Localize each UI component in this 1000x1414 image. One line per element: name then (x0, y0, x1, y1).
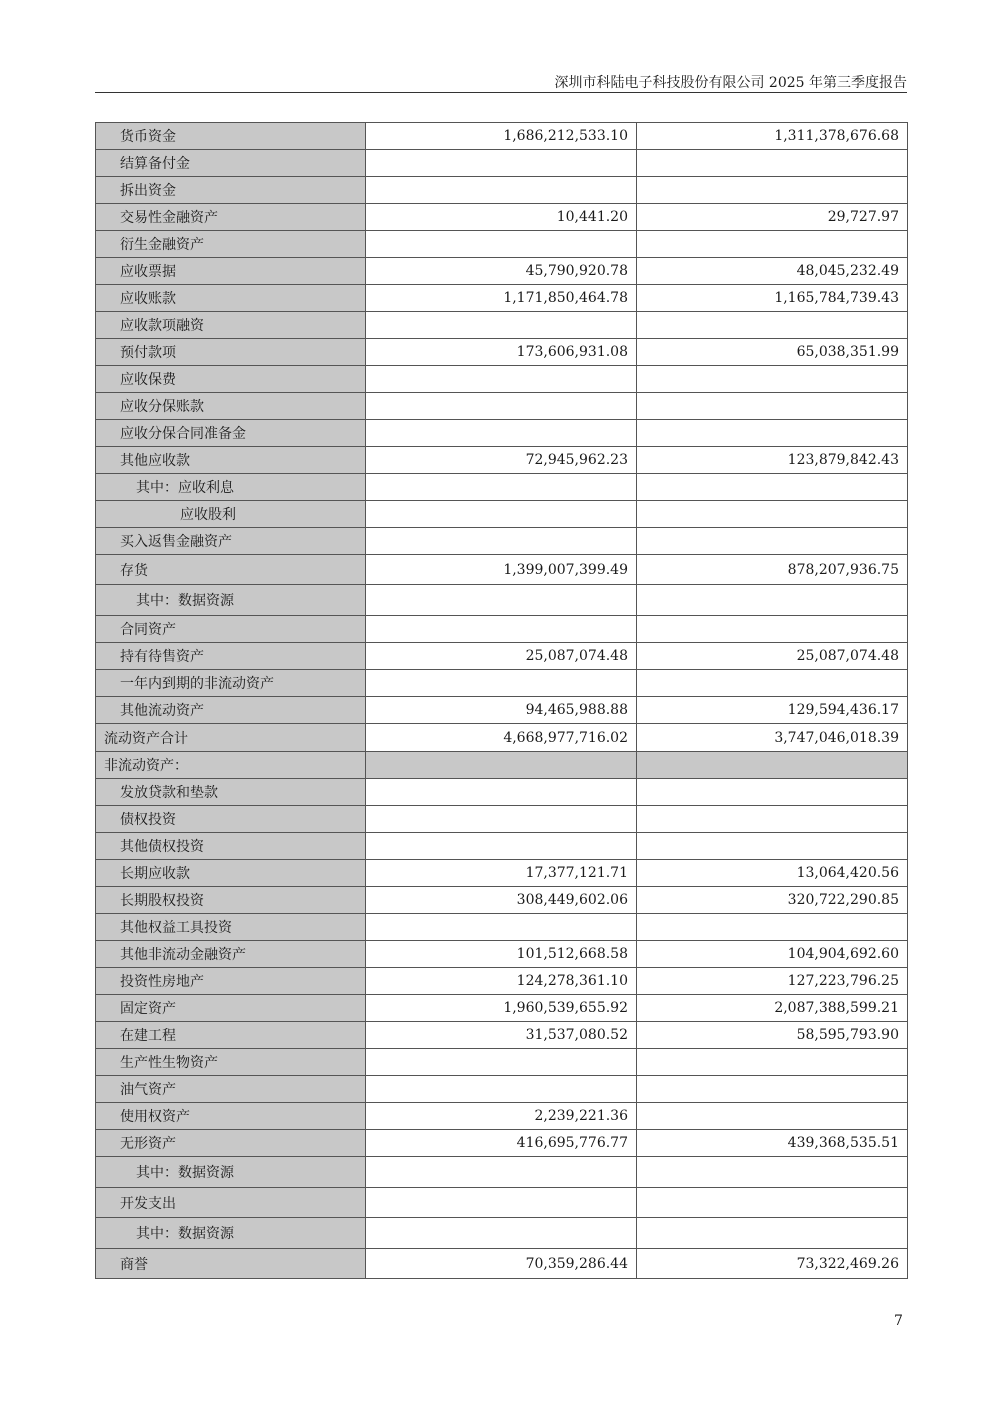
page-header (95, 70, 907, 93)
table-row (96, 1157, 908, 1188)
table-row (96, 941, 908, 968)
previous-value-cell (637, 1157, 908, 1188)
current-value-cell (366, 779, 637, 806)
current-value-cell (366, 1157, 637, 1188)
current-value-cell: 173,606,931.08 (366, 339, 637, 366)
previous-value-cell (637, 1076, 908, 1103)
current-value-cell (366, 806, 637, 833)
previous-value-cell (637, 366, 908, 393)
row-label-cell: 长期股权投资 (96, 887, 366, 914)
row-label-cell: 货币资金 (96, 123, 366, 150)
current-value-cell (366, 585, 637, 616)
previous-value-cell (637, 1103, 908, 1130)
current-value-cell: 94,465,988.88 (366, 697, 637, 724)
balance-sheet-body (96, 123, 908, 1279)
row-label-cell: 其中：数据资源 (96, 585, 366, 616)
row-label-cell: 应收股利 (96, 501, 366, 528)
table-row (96, 1076, 908, 1103)
row-label-cell: 其中：应收利息 (96, 474, 366, 501)
current-value-cell: 31,537,080.52 (366, 1022, 637, 1049)
previous-value-cell (637, 779, 908, 806)
current-value-cell: 25,087,074.48 (366, 643, 637, 670)
table-row (96, 1130, 908, 1157)
balance-sheet-table (95, 122, 908, 1279)
table-row (96, 1049, 908, 1076)
current-value-cell: 17,377,121.71 (366, 860, 637, 887)
table-row (96, 1022, 908, 1049)
table-row (96, 474, 908, 501)
previous-value-cell: 320,722,290.85 (637, 887, 908, 914)
current-value-cell: 1,171,850,464.78 (366, 285, 637, 312)
table-row (96, 779, 908, 806)
table-row (96, 420, 908, 447)
row-label-cell: 其他债权投资 (96, 833, 366, 860)
current-value-cell (366, 1218, 637, 1249)
row-label-cell: 非流动资产： (96, 752, 366, 779)
previous-value-cell: 129,594,436.17 (637, 697, 908, 724)
current-value-cell: 416,695,776.77 (366, 1130, 637, 1157)
table-row (96, 833, 908, 860)
table-row (96, 231, 908, 258)
previous-value-cell: 58,595,793.90 (637, 1022, 908, 1049)
previous-value-cell: 2,087,388,599.21 (637, 995, 908, 1022)
previous-value-cell: 104,904,692.60 (637, 941, 908, 968)
row-label-cell: 交易性金融资产 (96, 204, 366, 231)
row-label-cell: 开发支出 (96, 1188, 366, 1218)
current-value-cell: 308,449,602.06 (366, 887, 637, 914)
previous-value-cell (637, 393, 908, 420)
current-value-cell: 72,945,962.23 (366, 447, 637, 474)
row-label-cell: 流动资产合计 (96, 724, 366, 752)
table-row (96, 150, 908, 177)
current-value-cell (366, 150, 637, 177)
current-value-cell: 124,278,361.10 (366, 968, 637, 995)
table-row (96, 1103, 908, 1130)
table-row (96, 339, 908, 366)
report-title: 深圳市科陆电子科技股份有限公司 2025 年第三季度报告 (554, 75, 907, 91)
table-row (96, 555, 908, 585)
table-row (96, 697, 908, 724)
previous-value-cell (637, 231, 908, 258)
previous-value-cell: 1,165,784,739.43 (637, 285, 908, 312)
previous-value-cell: 25,087,074.48 (637, 643, 908, 670)
previous-value-cell (637, 806, 908, 833)
current-value-cell: 2,239,221.36 (366, 1103, 637, 1130)
row-label-cell: 使用权资产 (96, 1103, 366, 1130)
current-value-cell (366, 474, 637, 501)
table-row (96, 1218, 908, 1249)
table-row (96, 366, 908, 393)
previous-value-cell (637, 752, 908, 779)
previous-value-cell (637, 150, 908, 177)
current-value-cell (366, 616, 637, 643)
previous-value-cell (637, 914, 908, 941)
row-label-cell: 应收分保账款 (96, 393, 366, 420)
previous-value-cell: 878,207,936.75 (637, 555, 908, 585)
current-value-cell (366, 366, 637, 393)
table-row (96, 860, 908, 887)
row-label-cell: 应收款项融资 (96, 312, 366, 339)
previous-value-cell: 65,038,351.99 (637, 339, 908, 366)
current-value-cell (366, 914, 637, 941)
row-label-cell: 合同资产 (96, 616, 366, 643)
table-row (96, 501, 908, 528)
table-row (96, 177, 908, 204)
table-row (96, 447, 908, 474)
row-label-cell: 其他权益工具投资 (96, 914, 366, 941)
row-label-cell: 商誉 (96, 1249, 366, 1279)
previous-value-cell (637, 177, 908, 204)
current-value-cell (366, 670, 637, 697)
current-value-cell: 1,686,212,533.10 (366, 123, 637, 150)
row-label-cell: 债权投资 (96, 806, 366, 833)
row-label-cell: 预付款项 (96, 339, 366, 366)
previous-value-cell: 73,322,469.26 (637, 1249, 908, 1279)
previous-value-cell (637, 312, 908, 339)
current-value-cell (366, 501, 637, 528)
row-label-cell: 一年内到期的非流动资产 (96, 670, 366, 697)
previous-value-cell (637, 1218, 908, 1249)
previous-value-cell (637, 420, 908, 447)
current-value-cell (366, 312, 637, 339)
table-row (96, 670, 908, 697)
current-value-cell (366, 393, 637, 420)
table-row (96, 123, 908, 150)
current-value-cell: 4,668,977,716.02 (366, 724, 637, 752)
row-label-cell: 其他应收款 (96, 447, 366, 474)
table-row (96, 752, 908, 779)
previous-value-cell: 439,368,535.51 (637, 1130, 908, 1157)
current-value-cell (366, 231, 637, 258)
table-row (96, 968, 908, 995)
row-label-cell: 固定资产 (96, 995, 366, 1022)
previous-value-cell (637, 585, 908, 616)
table-row (96, 724, 908, 752)
row-label-cell: 其中：数据资源 (96, 1218, 366, 1249)
row-label-cell: 无形资产 (96, 1130, 366, 1157)
page-number: 7 (894, 1313, 903, 1329)
row-label-cell: 其他流动资产 (96, 697, 366, 724)
row-label-cell: 在建工程 (96, 1022, 366, 1049)
current-value-cell (366, 420, 637, 447)
row-label-cell: 持有待售资产 (96, 643, 366, 670)
table-row (96, 312, 908, 339)
table-row (96, 1188, 908, 1218)
current-value-cell: 101,512,668.58 (366, 941, 637, 968)
current-value-cell (366, 528, 637, 555)
previous-value-cell: 48,045,232.49 (637, 258, 908, 285)
table-row (96, 1249, 908, 1279)
table-row (96, 585, 908, 616)
row-label-cell: 应收保费 (96, 366, 366, 393)
current-value-cell (366, 177, 637, 204)
current-value-cell: 70,359,286.44 (366, 1249, 637, 1279)
previous-value-cell: 13,064,420.56 (637, 860, 908, 887)
previous-value-cell: 29,727.97 (637, 204, 908, 231)
current-value-cell (366, 1049, 637, 1076)
current-value-cell: 10,441.20 (366, 204, 637, 231)
row-label-cell: 其他非流动金融资产 (96, 941, 366, 968)
table-row (96, 806, 908, 833)
previous-value-cell (637, 670, 908, 697)
row-label-cell: 油气资产 (96, 1076, 366, 1103)
row-label-cell: 衍生金融资产 (96, 231, 366, 258)
table-row (96, 204, 908, 231)
row-label-cell: 长期应收款 (96, 860, 366, 887)
row-label-cell: 生产性生物资产 (96, 1049, 366, 1076)
current-value-cell: 1,960,539,655.92 (366, 995, 637, 1022)
table-row (96, 887, 908, 914)
row-label-cell: 存货 (96, 555, 366, 585)
current-value-cell (366, 833, 637, 860)
current-value-cell (366, 1076, 637, 1103)
table-row (96, 914, 908, 941)
previous-value-cell (637, 616, 908, 643)
row-label-cell: 应收分保合同准备金 (96, 420, 366, 447)
current-value-cell: 1,399,007,399.49 (366, 555, 637, 585)
current-value-cell (366, 1188, 637, 1218)
previous-value-cell: 127,223,796.25 (637, 968, 908, 995)
previous-value-cell (637, 528, 908, 555)
previous-value-cell (637, 1049, 908, 1076)
row-label-cell: 应收账款 (96, 285, 366, 312)
previous-value-cell: 123,879,842.43 (637, 447, 908, 474)
previous-value-cell (637, 474, 908, 501)
table-row (96, 643, 908, 670)
previous-value-cell: 3,747,046,018.39 (637, 724, 908, 752)
table-row (96, 528, 908, 555)
previous-value-cell (637, 1188, 908, 1218)
current-value-cell (366, 752, 637, 779)
row-label-cell: 结算备付金 (96, 150, 366, 177)
row-label-cell: 投资性房地产 (96, 968, 366, 995)
table-row (96, 393, 908, 420)
table-row (96, 258, 908, 285)
row-label-cell: 其中：数据资源 (96, 1157, 366, 1188)
row-label-cell: 买入返售金融资产 (96, 528, 366, 555)
current-value-cell: 45,790,920.78 (366, 258, 637, 285)
table-row (96, 285, 908, 312)
row-label-cell: 发放贷款和垫款 (96, 779, 366, 806)
previous-value-cell (637, 501, 908, 528)
table-row (96, 995, 908, 1022)
previous-value-cell (637, 833, 908, 860)
row-label-cell: 拆出资金 (96, 177, 366, 204)
row-label-cell: 应收票据 (96, 258, 366, 285)
previous-value-cell: 1,311,378,676.68 (637, 123, 908, 150)
table-row (96, 616, 908, 643)
